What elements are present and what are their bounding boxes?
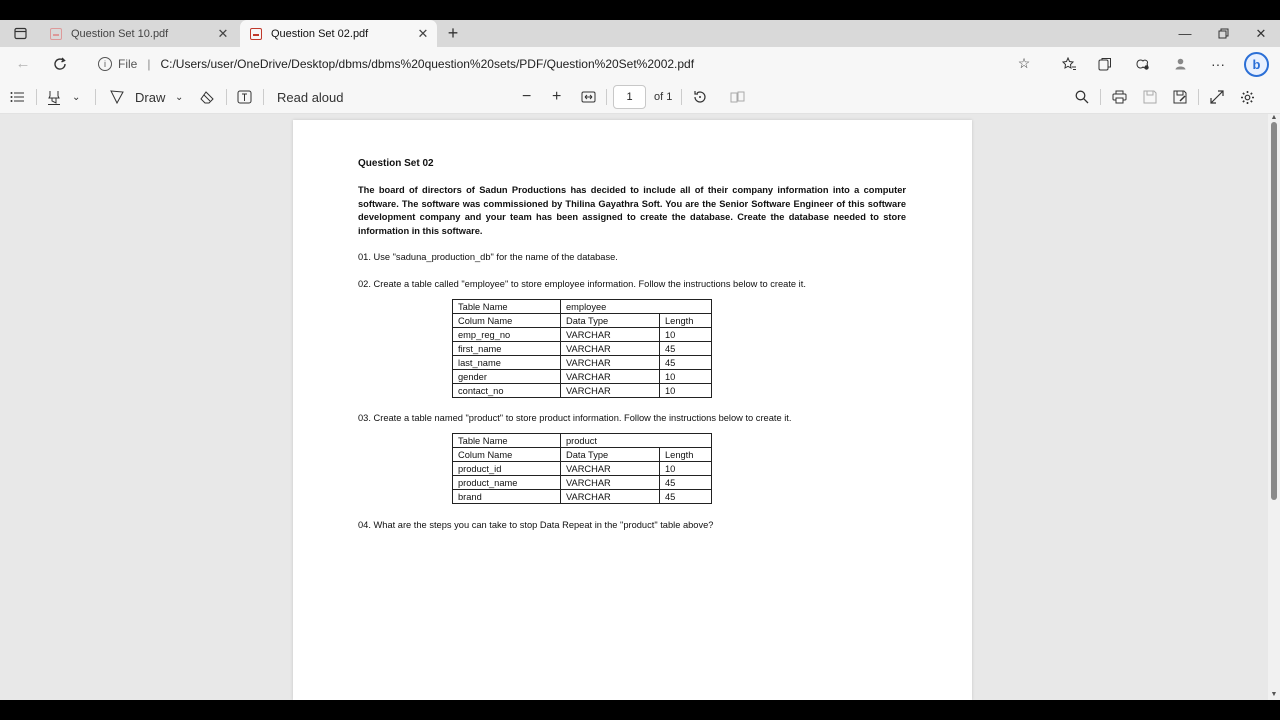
toolbar-divider [95, 89, 96, 105]
table-cell: Table Name [453, 434, 561, 448]
pdf-page [293, 120, 972, 700]
url-field[interactable] [92, 51, 1047, 76]
table-row [453, 314, 712, 328]
table-row [453, 462, 712, 476]
tab-title: Question Set 10.pdf [71, 27, 169, 40]
pdf-viewer[interactable] [0, 114, 1268, 700]
table-header: Length [660, 314, 712, 328]
table-row [453, 476, 712, 490]
tab-title: Question Set 02.pdf [271, 27, 369, 40]
page-total: of 1 [654, 91, 673, 103]
draw-pen-icon[interactable] [110, 80, 124, 114]
table-row [453, 300, 712, 314]
extensions-icon[interactable] [1127, 47, 1157, 80]
restore-icon[interactable] [1204, 20, 1242, 47]
table-cell: VARCHAR [561, 476, 660, 490]
toolbar-divider [226, 89, 227, 105]
question-1: 01. Use "saduna_production_db" for the name of the database. [358, 252, 618, 262]
favorite-star-icon[interactable]: ☆ [1017, 55, 1031, 71]
close-window-icon[interactable]: ✕ [1255, 25, 1267, 41]
table-cell: emp_reg_no [453, 328, 561, 342]
save-as-icon[interactable] [1173, 80, 1187, 114]
collections-icon[interactable] [1090, 47, 1120, 80]
url-text[interactable]: C:/Users/user/OneDrive/Desktop/dbms/dbms%20question%20sets/PDF/Question%20Set%2002.pdf [160, 56, 695, 71]
save-icon[interactable] [1143, 80, 1157, 114]
zoom-out-icon[interactable]: − [522, 88, 532, 105]
table-row [453, 356, 712, 370]
toolbar-divider [606, 89, 607, 105]
table-cell: VARCHAR [561, 342, 660, 356]
highlight-icon[interactable] [47, 80, 61, 114]
print-icon[interactable] [1112, 80, 1127, 114]
toolbar-divider [1198, 89, 1199, 105]
employee-table [452, 299, 712, 398]
table-cell: employee [561, 300, 712, 314]
table-cell: product_id [453, 462, 561, 476]
question-4: 04. What are the steps you can take to stop Data Repeat in the "product" table above? [358, 520, 714, 530]
table-cell: last_name [453, 356, 561, 370]
read-aloud-button[interactable]: Read aloud [277, 89, 344, 105]
table-cell: 45 [660, 476, 712, 490]
fit-page-icon[interactable] [581, 80, 596, 114]
draw-button[interactable]: Draw [135, 89, 166, 105]
profile-icon[interactable] [1165, 47, 1195, 80]
document-title: Question Set 02 [358, 158, 434, 169]
table-cell: gender [453, 370, 561, 384]
bing-copilot-icon[interactable]: b [1244, 52, 1269, 77]
table-cell: product [561, 434, 712, 448]
pdf-file-icon [50, 28, 62, 40]
url-separator: | [147, 56, 151, 71]
scroll-up-icon[interactable]: ▲ [1270, 114, 1278, 121]
tab-strip [0, 20, 1280, 47]
table-header: Colum Name [453, 448, 561, 462]
bottom-bar [0, 700, 1280, 720]
table-cell: Table Name [453, 300, 561, 314]
toolbar-divider [681, 89, 682, 105]
tab-actions-icon[interactable] [8, 20, 32, 47]
table-cell: VARCHAR [561, 384, 660, 398]
table-cell: VARCHAR [561, 370, 660, 384]
table-cell: first_name [453, 342, 561, 356]
gear-icon[interactable] [1240, 80, 1255, 114]
table-row [453, 490, 712, 504]
table-cell: contact_no [453, 384, 561, 398]
table-row [453, 448, 712, 462]
tab-question-set-02[interactable] [240, 20, 437, 47]
fullscreen-icon[interactable] [1210, 80, 1224, 114]
table-cell: 45 [660, 490, 712, 504]
document-intro: The board of directors of Sadun Productions has decided to include all of their company information into a computer software. The software was commissioned by Thilina Gayathra Soft. You are the Senior Software Engineer of this software development company and your team has been assigned to create the database. Create the database needed to store information in this software. [358, 185, 906, 236]
table-cell: 45 [660, 342, 712, 356]
table-row [453, 434, 712, 448]
page-number-input[interactable]: 1 [613, 85, 646, 109]
rotate-icon[interactable] [693, 80, 707, 114]
address-bar [0, 47, 1280, 80]
table-header: Data Type [561, 448, 660, 462]
table-cell: VARCHAR [561, 490, 660, 504]
toolbar-divider [263, 89, 264, 105]
table-cell: 10 [660, 328, 712, 342]
scroll-down-icon[interactable]: ▼ [1270, 691, 1278, 698]
table-cell: VARCHAR [561, 328, 660, 342]
close-tab-icon[interactable]: ✕ [217, 25, 229, 41]
table-cell: 10 [660, 384, 712, 398]
table-row [453, 370, 712, 384]
table-row [453, 342, 712, 356]
zoom-in-icon[interactable]: + [552, 88, 562, 105]
settings-more-icon[interactable]: ··· [1211, 55, 1225, 72]
question-3: 03. Create a table named "product" to store product information. Follow the instructions below to create it. [358, 413, 792, 423]
product-table [452, 433, 712, 504]
scroll-thumb[interactable] [1271, 122, 1277, 500]
question-2: 02. Create a table called "employee" to store employee information. Follow the instructions below to create it. [358, 279, 806, 289]
pdf-toolbar [0, 80, 1280, 114]
table-header: Length [660, 448, 712, 462]
table-cell: VARCHAR [561, 462, 660, 476]
table-row [453, 384, 712, 398]
vertical-scrollbar[interactable] [1268, 114, 1280, 700]
favorites-icon[interactable] [1054, 47, 1084, 80]
back-arrow-icon[interactable]: ← [15, 55, 31, 72]
eraser-icon[interactable] [200, 80, 215, 114]
minimize-icon[interactable]: — [1178, 26, 1192, 41]
close-tab-icon[interactable]: ✕ [417, 25, 429, 41]
page-view-icon[interactable] [730, 80, 745, 114]
scheme-label: File [118, 56, 138, 71]
text-box-icon[interactable] [237, 80, 252, 114]
search-icon[interactable] [1075, 80, 1089, 114]
table-cell: 10 [660, 370, 712, 384]
toolbar-divider [36, 89, 37, 105]
table-cell: 45 [660, 356, 712, 370]
table-cell: VARCHAR [561, 356, 660, 370]
chevron-down-icon[interactable]: ⌄ [175, 91, 184, 103]
table-cell: brand [453, 490, 561, 504]
info-icon[interactable]: i [98, 57, 112, 71]
table-header: Colum Name [453, 314, 561, 328]
contents-list-icon[interactable] [10, 80, 25, 114]
pdf-file-icon [250, 28, 262, 40]
new-tab-button[interactable]: + [447, 23, 459, 43]
table-cell: product_name [453, 476, 561, 490]
refresh-icon[interactable] [45, 47, 75, 80]
toolbar-divider [1100, 89, 1101, 105]
table-cell: 10 [660, 462, 712, 476]
tab-question-set-10[interactable] [40, 20, 237, 47]
table-header: Data Type [561, 314, 660, 328]
chevron-down-icon[interactable]: ⌄ [72, 91, 81, 103]
table-row [453, 328, 712, 342]
